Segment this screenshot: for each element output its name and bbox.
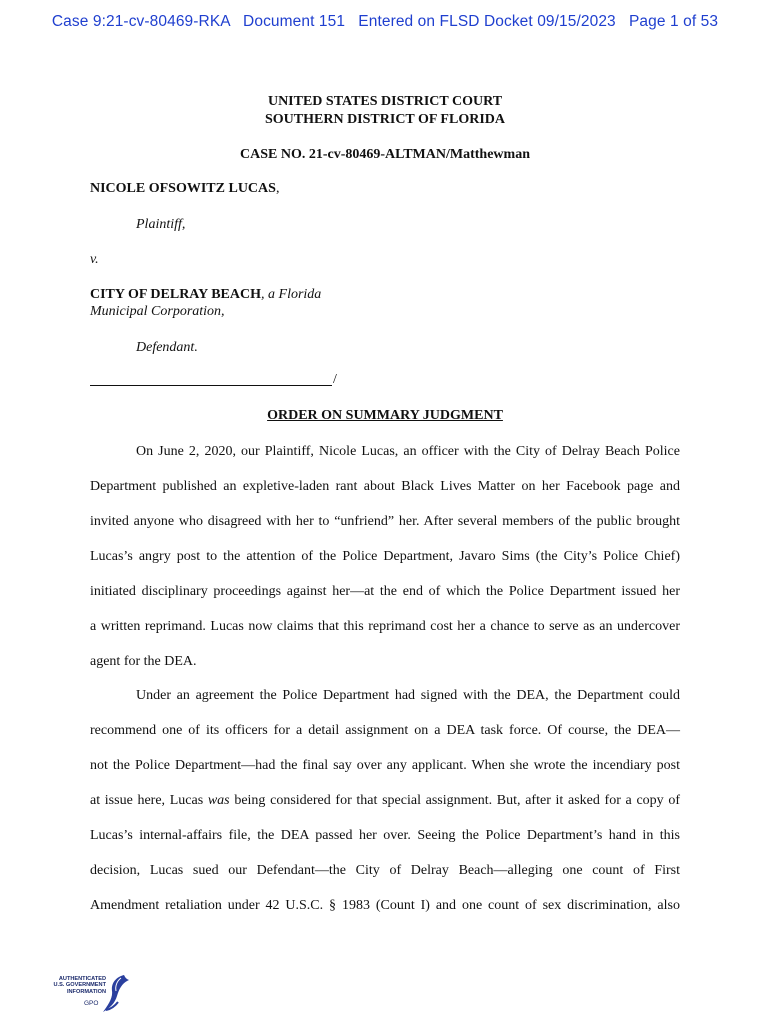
paragraph-line: On June 2, 2020, our Plaintiff, Nicole Lucas, an officer with the City of Delray Beach Police	[136, 444, 680, 459]
text-segment: being considered for that special assignment. But, after it asked for a copy of	[229, 793, 680, 808]
caption-rule	[90, 385, 332, 386]
paragraph-line	[90, 793, 680, 809]
defendant-role: Defendant.	[136, 340, 198, 355]
defendant-desc-2: Municipal Corporation,	[90, 304, 225, 319]
paragraph-line: Amendment retaliation under 42 U.S.C. § 1983 (Count I) and one count of sex discrimination, also	[90, 898, 680, 913]
defendant-line	[90, 287, 321, 303]
text-segment: at issue here, Lucas	[90, 793, 208, 808]
court-name: UNITED STATES DISTRICT COURT	[267, 94, 503, 109]
paragraph-line: Lucas’s angry post to the attention of the Police Department, Javaro Sims (the City’s Police Chief)	[90, 549, 680, 564]
paragraph-line: not the Police Department—had the final say over any applicant. When she wrote the incendiary post	[90, 758, 680, 773]
paragraph-line: recommend one of its officers for a detail assignment on a DEA task force. Of course, the DEA—	[90, 723, 680, 738]
plaintiff-line	[90, 181, 279, 197]
gpo-authentication-seal	[40, 972, 150, 1018]
eagle-icon	[102, 972, 130, 1016]
gpo-seal-text: AUTHENTICATED U.S. GOVERNMENT INFORMATION	[53, 976, 106, 995]
paragraph-line: Lucas’s internal-affairs file, the DEA passed her over. Seeing the Police Department’s hand in this	[90, 828, 680, 843]
docket-stamp: Case 9:21-cv-80469-RKA Document 151 Entered on FLSD Docket 09/15/2023 Page 1 of 53	[51, 13, 719, 30]
paragraph-line: decision, Lucas sued our Defendant—the City of Delray Beach—alleging one count of First	[90, 863, 680, 878]
court-district: SOUTHERN DISTRICT OF FLORIDA	[265, 112, 505, 127]
paragraph-line: initiated disciplinary proceedings against her—at the end of which the Police Department issued her	[90, 584, 680, 599]
order-title: ORDER ON SUMMARY JUDGMENT	[267, 408, 503, 423]
emphasis-word: was	[207, 793, 230, 808]
defendant-desc: , a Florida	[261, 287, 322, 302]
gpo-seal-abbr: GPO	[84, 1000, 99, 1007]
paragraph-line: a written reprimand. Lucas now claims that this reprimand cost her a chance to serve as an undercover	[90, 619, 680, 634]
paragraph-line: invited anyone who disagreed with her to “unfriend” her. After several members of the public brought	[90, 514, 680, 529]
defendant-name: CITY OF DELRAY BEACH	[90, 287, 262, 302]
paragraph-line: Department published an expletive-laden rant about Black Lives Matter on her Facebook page and	[90, 479, 680, 494]
case-number: CASE NO. 21-cv-80469-ALTMAN/Matthewman	[240, 147, 530, 162]
plaintiff-comma: ,	[275, 181, 280, 196]
plaintiff-role: Plaintiff,	[136, 217, 186, 232]
paragraph-line: Under an agreement the Police Department had signed with the DEA, the Department could	[136, 688, 680, 703]
plaintiff-name: NICOLE OFSOWITZ LUCAS	[90, 181, 276, 196]
versus: v.	[90, 252, 99, 267]
caption-slash: /	[333, 372, 337, 387]
paragraph-line: agent for the DEA.	[90, 654, 197, 669]
